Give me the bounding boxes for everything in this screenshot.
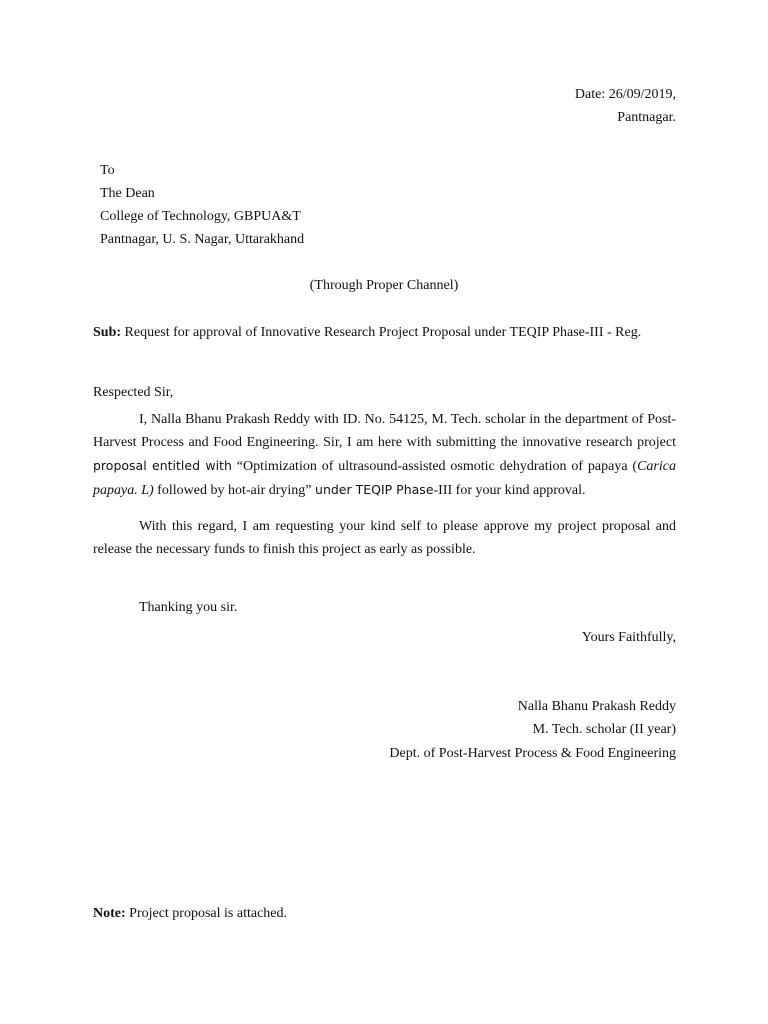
recipient-college: College of Technology, GBPUA&T [100, 209, 301, 224]
proposal-entitled-text: proposal entitled with [93, 458, 232, 473]
salutation: Respected Sir, [93, 385, 174, 400]
closing-yours: Yours Faithfully, [581, 630, 676, 645]
body-p1-line-4 [93, 478, 676, 502]
letter-date: Date: 26/09/2019, [574, 87, 676, 102]
subject-text: Request for approval of Innovative Research Project Proposal under TEQIP Phase-III - Reg. [124, 325, 642, 340]
body-p1-line-1: I, Nalla Bhanu Prakash Reddy with ID. No. 54125, M. Tech. scholar in the department of Post- [139, 412, 676, 427]
closing-thanks: Thanking you sir. [139, 600, 238, 615]
signature-designation: M. Tech. scholar (II year) [532, 722, 676, 737]
letter-place: Pantnagar. [617, 110, 676, 125]
signature-name: Nalla Bhanu Prakash Reddy [517, 699, 676, 714]
channel-note: (Through Proper Channel) [309, 278, 459, 293]
recipient-title: The Dean [100, 186, 155, 201]
project-title-start: “Optimization of ultrasound-assisted osmotic dehydration of papaya ( [231, 459, 638, 474]
subject-label: Sub: [93, 325, 122, 340]
body-p1-line-3 [93, 454, 676, 478]
species-name-part-1: Carica [637, 459, 676, 474]
body-p1-line-2: Harvest Process and Food Engineering. Sir, I am here with submitting the innovative research project [93, 435, 676, 450]
recipient-address: Pantnagar, U. S. Nagar, Uttarakhand [100, 232, 305, 247]
body-paragraph-2 [93, 515, 676, 561]
species-name-part-2: papaya. L) [93, 483, 154, 498]
body-p2-line-1: With this regard, I am requesting your kind self to please approve my project proposal and [139, 519, 676, 534]
note-label: Note: [93, 906, 126, 921]
signature-department: Dept. of Post-Harvest Process & Food Engineering [389, 746, 676, 761]
note-line [93, 906, 287, 922]
body-paragraph-1 [93, 408, 676, 502]
project-title-end: followed by hot-air drying” [153, 483, 316, 498]
body-p2-line-2: release the necessary funds to finish this project as early as possible. [93, 542, 476, 557]
note-text: Project proposal is attached. [125, 906, 287, 921]
approval-text: -III for your kind approval. [433, 483, 586, 498]
recipient-to: To [100, 163, 115, 178]
teqip-text: under TEQIP Phase [315, 482, 434, 497]
subject-line [93, 325, 641, 341]
